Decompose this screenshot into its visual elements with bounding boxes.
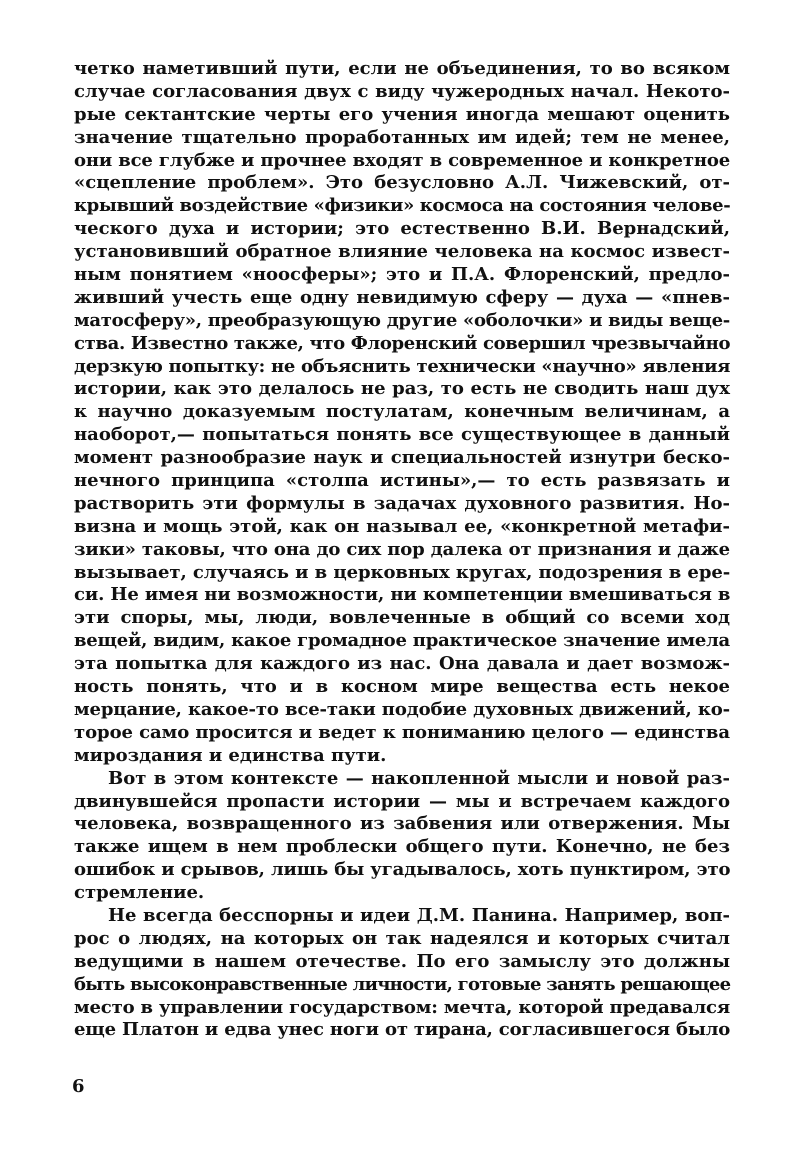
text-line: четко наметивший пути, если не объединения, то во всяком — [74, 58, 730, 79]
text-line: ность понять, что и в косном мире вещества есть некое — [74, 676, 730, 698]
text-line: рос о людях, на которых он так надеялся и которых считал — [74, 927, 730, 949]
text-line: дерзкую попытку: не объяснить технически «научно» явления — [74, 355, 731, 377]
text-line: еще Платон и едва унес ноги от тирана, согласившегося было — [74, 1019, 731, 1041]
text-line: нечного принципа «столпа истины»,— то есть развязать и — [74, 470, 730, 492]
text-line: ческого духа и истории; это естественно В.И. Вернадский, — [74, 218, 730, 240]
text-line: стремление. — [74, 882, 205, 904]
paragraph-2 — [74, 768, 730, 905]
text-line: установивший обратное влияние человека на космос извест- — [74, 241, 730, 263]
text-line: наоборот,— попытаться понять все существующее в данный — [74, 424, 730, 446]
text-line: человека, возвращенного из забвения или отвержения. Мы — [74, 813, 730, 835]
text-line: эти споры, мы, люди, вовлеченные в общий со всеми ход — [74, 607, 730, 629]
text-line: матосферу», преобразующую другие «оболочки» и виды веще- — [74, 309, 731, 331]
text-line: мироздания и единства пути. — [74, 744, 387, 766]
text-line: вещей, видим, какое громадное практическое значение имела — [74, 630, 730, 652]
text-line: момент разнообразие наук и специальностей изнутри беско- — [74, 447, 730, 469]
paragraph-3 — [74, 905, 730, 1042]
text-line: ным понятием «ноосферы»; это и П.А. Флоренский, предло- — [74, 264, 730, 286]
text-line: случае согласования двух с виду чужеродных начал. Некото- — [74, 80, 730, 102]
text-line: крывший воздействие «физики» космоса на состояния челове- — [74, 195, 731, 217]
text-line: они все глубже и прочнее входят в современное и конкретное — [74, 149, 731, 171]
text-line: Не всегда бесспорны и идеи Д.М. Панина. Например, воп- — [108, 904, 730, 926]
text-line: Вот в этом контексте — накопленной мысли и новой раз- — [108, 767, 730, 789]
text-line: торое само просится и ведет к пониманию целого — единства — [74, 721, 730, 743]
text-line: место в управлении государством: мечта, которой предавался — [74, 996, 730, 1018]
text-line: зики» таковы, что она до сих пор далека от признания и даже — [74, 538, 730, 560]
text-line: растворить эти формулы в задачах духовного развития. Но- — [74, 492, 730, 514]
text-line: визна и мощь этой, как он называл ее, «конкретной метафи- — [74, 515, 730, 537]
text-line: двинувшейся пропасти истории — мы и встречаем каждого — [74, 790, 730, 812]
page-number: 6 — [72, 1076, 85, 1097]
text-line: вызывает, случаясь и в церковных кругах, подозрения в ере- — [74, 561, 731, 583]
text-line: также ищем в нем проблески общего пути. Конечно, не без — [74, 836, 730, 858]
text-line: рые сектантские черты его учения иногда мешают оценить — [74, 103, 730, 125]
text-line: «сцепление проблем». Это безусловно А.Л. Чижевский, от- — [74, 172, 730, 194]
body-text — [74, 58, 730, 1042]
text-line: живший учесть еще одну невидимую сферу — духа — «пнев- — [74, 286, 730, 308]
text-line: ведущими в нашем отечестве. По его замыслу это должны — [74, 950, 730, 972]
text-line: значение тщательно проработанных им идей; тем не менее, — [74, 126, 730, 148]
text-line: быть высоконравственные личности, готовые занять решающее — [74, 973, 731, 995]
text-line: си. Не имея ни возможности, ни компетенции вмешиваться в — [74, 584, 731, 606]
text-line: ства. Известно также, что Флоренский совершил чрезвычайно — [74, 332, 731, 354]
text-line: ошибок и срывов, лишь бы угадывалось, хоть пунктиром, это — [74, 859, 731, 881]
text-line: истории, как это делалось не раз, то есть не сводить наш дух — [74, 378, 730, 400]
text-line: мерцание, какое-то все-таки подобие духовных движений, ко- — [74, 698, 730, 720]
text-line: к научно доказуемым постулатам, конечным величинам, а — [74, 401, 730, 423]
text-line: эта попытка для каждого из нас. Она давала и дает возмож- — [74, 653, 730, 675]
paragraph-1 — [74, 58, 730, 768]
